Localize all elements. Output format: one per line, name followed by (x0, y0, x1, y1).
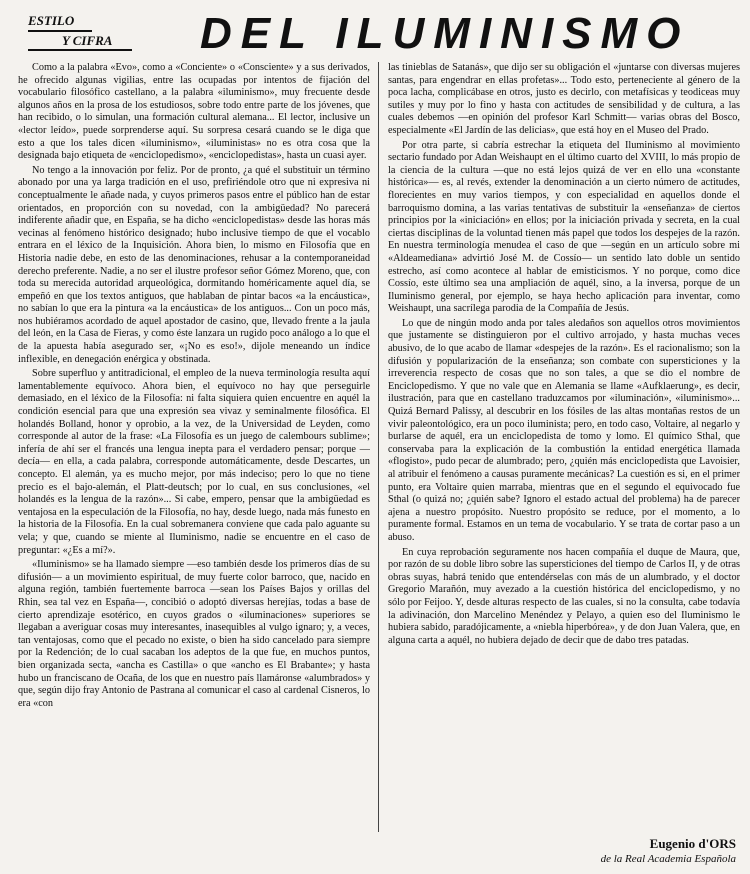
paragraph: No tengo a la innovación por feliz. Por de pronto, ¿a qué el substituir un término abonado por una ya larga tradición en el uso, prefiriéndole otro que ni expresiva ni conceptualmente le añade nada, y cuyos primeros pasos entre el público han de estar orientados, en proporción con su novedad, con la ambigüedad? No parecerá indiferente añadir que, en España, se ha dicho «enciclopedistas» desde las horas más vecinas al fenómeno histórico designado; hubo inclusive tiempo de que el vocablo entrara en el léxico de la Inquisición. Ahora bien, lo mismo en Filosofía que en Historia nadie debe, en esto de las denominaciones, rehusar a la contemporaneidad derecho preferente. Nadie, a no ser el ilustre profesor señor Gómez Moreno, que, con toda su merecida autoridad arqueológica, dormitando homéricamente aquel día, se empeñó en que los textos antiguos, que hablaban de pintar bacos «a la encáustica», no sabían lo que era la pintura «a la encáustica» de los antiguos... Con un poco más, nos hubiéramos acordado de aquel apostador de casino, que, llevado frente a la jaula del león, en la Casa de Fieras, y como éste lanzara un rugido poco análogo a lo que el de la apuesta había asegurado ser, «¡No es eso!», dijole meneando un índice inflexible, en denegación enérgica y obstinada. (18, 164, 370, 365)
author-name: Eugenio d'ORS (649, 836, 736, 851)
paragraph: las tinieblas de Satanás», que dijo ser su obligación el «juntarse con diversas mujeres santas, para engendrar en ellas profetas»... Todo esto, perteneciente al género de la poca lacha, complicábase en otros, justo es decirlo, con metafísicas y teodiceas muy sutiles y muy por lo fino y hasta con actitudes de sensibilidad y de cultura, a las cuales debemos —en opinión del profesor Karl Schmitt— varias obras del Bosco, especialmente «El Jardín de las delicias», que está hoy en el Museo del Prado. (388, 62, 740, 136)
author-signature (601, 836, 736, 866)
paragraph: En cuya reprobación seguramente nos hacen compañía el duque de Maura, que, por razón de su doble libro sobre las supersticiones del tiempo de Carlos II, y de otras obras suyas, habrá tenido que entendérselas con más de un alumbrado, y el doctor Gregorio Marañón, muy avezado a la cuestión histórica del enciclopedismo, y no sólo por Feijoo. Y, desde alturas respecto de las cuales, si no la consulta, cabe todavía la adivinación, don Marcelino Menéndez y Pelayo, a quien eso del Iluminismo le hubiera sabido, paradójicamente, a «niebla hiperbórea», y de don Juan Valera, que, en alguna carta a aquél, no hubiera dejado de decir que de dabo tres patadas. (388, 546, 740, 646)
paragraph: Sobre superfluo y antitradicional, el empleo de la nueva terminología resulta aquí lamentablemente equívoco. Ahora bien, el equívoco no hay que perseguirle demasiado, en el léxico de la Filosofía: ni falta siquiera quien encuentre en aquél la condición esencial para que una expresión sea vivaz y seminalmente filosófica. El holandés Bolland, honor y oprobio, a la vez, de la Universidad de Leyden, como corresponde al autor de la frase: «La Filosofía es un juego de calembours sublime»; infería de ahí ser el francés una lengua inepta para el verdadero pensar; porque —decía— en ella, a cada palabra, corresponde automáticamente, desde Descartes, un concepto. El alemán, ya es mucho mejor, por más indeciso; pero lo que no tiene precio es el bajo-alemán, el Platt-deutsch; por lo cual, en sus conclusiones, «el holandés es la lengua de la razón»... Si cabe, empero, pensar que la ambigüedad es ventajosa en la especulación de la Filosofía, no hay, desde luego, nada más funesto en la historia de la Filosofía. En la cual sobremanera conviene que cada palo aguante su vela; y que, cuando se miente al Iluminismo, nadie se encuentre en el caso de preguntar: «¿Es a mí?». (18, 368, 370, 556)
column-divider (378, 62, 379, 832)
article-title: DEL ILUMINISMO (200, 9, 690, 58)
paragraph: Lo que de ningún modo anda por tales aledaños son aquellos otros movimientos que justamente se distinguieron por el cultivo arrojado, y hasta muchas veces abusivo, de lo que acabo de llamar «despejes de la razón». Es el racionalismo; son la difusión y popularización de la enseñanza; son combate con supersticiones y la irreverencia respecto de cosas que no son tales, a que se dio el nombre de Enciclopedismo. Y que no vale que en Alemania se llame «Aufklaerung», es decir, ilustración, para que en castellano traduzcamos por «iluminación», «iluminismo»... Quizá Bernard Palissy, al descubrir en los fósiles de las altas montañas restos de un vivir paleontológico, era un poco iluminista; pero, en todo caso, Voltaire, al negarlo y burlarse de aquél, era un enciclopedista de tomo y lomo. El químico Sthal, que conservaba para la explicación de la combustión la entidad energética llamada «flogisto», pudo pecar de alumbrado; pero, ¿quién más enciclopedista que Lavoisier, al atribuir el fenómeno a causas puramente mecánicas? La cuestión es si, en el primer punto, era Voltaire quien marraba, mientras que en el segundo el equivocado fue Sthal (o quizá no; ¿quién sabe? Ignoro el estado actual del problema) ha de parecer ajena a nuestro propósito. Nuestro propósito se reduce, por el momento, a lo puramente formal. Estamos en un tema de vocabulario. Y se trata de cortar paso a un abuso. (388, 317, 740, 543)
paragraph: «Iluminismo» se ha llamado siempre —eso también desde los primeros días de su difusión— a un movimiento espiritual, de muy fuerte color barroco, que, nacido en alguna región, también fuertemente barroca —sean los Países Bajos y orillas del Rhin, sea tal vez en España—, concibió o adoptó diversas herejías, todas a base de cierto aprendizaje esotérico, en cuyos grados o «iluminaciones» superiores se llegaban a averiguar cosas muy interesantes, inasequibles al vulgo ignaro; y, a veces, tan ventajosas, como que el pecado no existe, o bien ha sido cancelado para siempre por la Redención; de lo cual sacaban los adeptos de la que fue, en muchos puntos, bien organizada secta, «ancha es Castilla» o que «ancho es El Brabante»; y hasta hubo un franciscano de Ocaña, de los que en nuestro país llamáronse «alumbrados» y que, según dijo fray Antonio de Pastrana al comunicar el caso al cardenal Cisneros, lo era «con (18, 559, 370, 709)
author-affiliation: de la Real Academia Española (600, 853, 736, 865)
article-body (18, 62, 740, 832)
section-kicker (28, 12, 146, 51)
kicker-line-2: Y CIFRA (28, 32, 132, 51)
paragraph: Como a la palabra «Evo», como a «Conciente» o «Consciente» y a sus derivados, he ofrecido algunas vigilias, entre las ocupadas por intentos de fijación del vocabulario filosófico castellano, a la palabra «iluminismo», muy frecuente desde algunos años en la prosa de los estudiosos, sobre todo entre parte de los jóvenes, que han recibido, o lo simulan, una formación cultural alemana... El lector, inclusive un «lector leído», puede sorprenderse aquí. Su sorpresa cesará cuando se le diga que esto a que los tales dicen «iluminismo», «iluministas» no es otra cosa que la designada bajo etiqueta de «enciclopedismo», «enciclopedistas», hasta un cuasi ayer. (18, 62, 370, 162)
paragraph: Por otra parte, si cabría estrechar la etiqueta del Iluminismo al movimiento sectario fundado por Adan Weishaupt en el último cuarto del XVIII, lo más propio de la ciencia de la cultura —que no está lejos quizá de ver en ello una «constante histórica»— es, al revés, extender la denominación a un cierto número de actitudes, florecientes en muy varios tiempos, y con especialidad en aquellos donde el barroquismo domina, a las varias tentativas de substituir la «enseñanza» de ciertos principios por la «iniciación» en ellos; por la iniciación privada y secreta, en la cual ciertas disciplinas de la voluntad tienen más papel que todos los despejes de la razón. En nuestra terminología menudea el caso de que —según en un artículo sobre mi «Aldeamediana» advirtió José M. de Cossío— un sentido lato doble un sentido estrecho, así como acontece al hablar de emisticismos. Y no porque, como dice Cossío, este último sea una ampliación de aquél, sino, a la inversa, porque de un Iluminismo general, por ejemplo, se haya hecho aplicación para inventar, como Weishaupt, una sacrílega parodia de la Compañía de Jesús. (388, 139, 740, 315)
article-header (8, 6, 742, 58)
kicker-line-1: ESTILO (28, 12, 92, 32)
right-column (388, 62, 740, 832)
left-column (18, 62, 370, 832)
